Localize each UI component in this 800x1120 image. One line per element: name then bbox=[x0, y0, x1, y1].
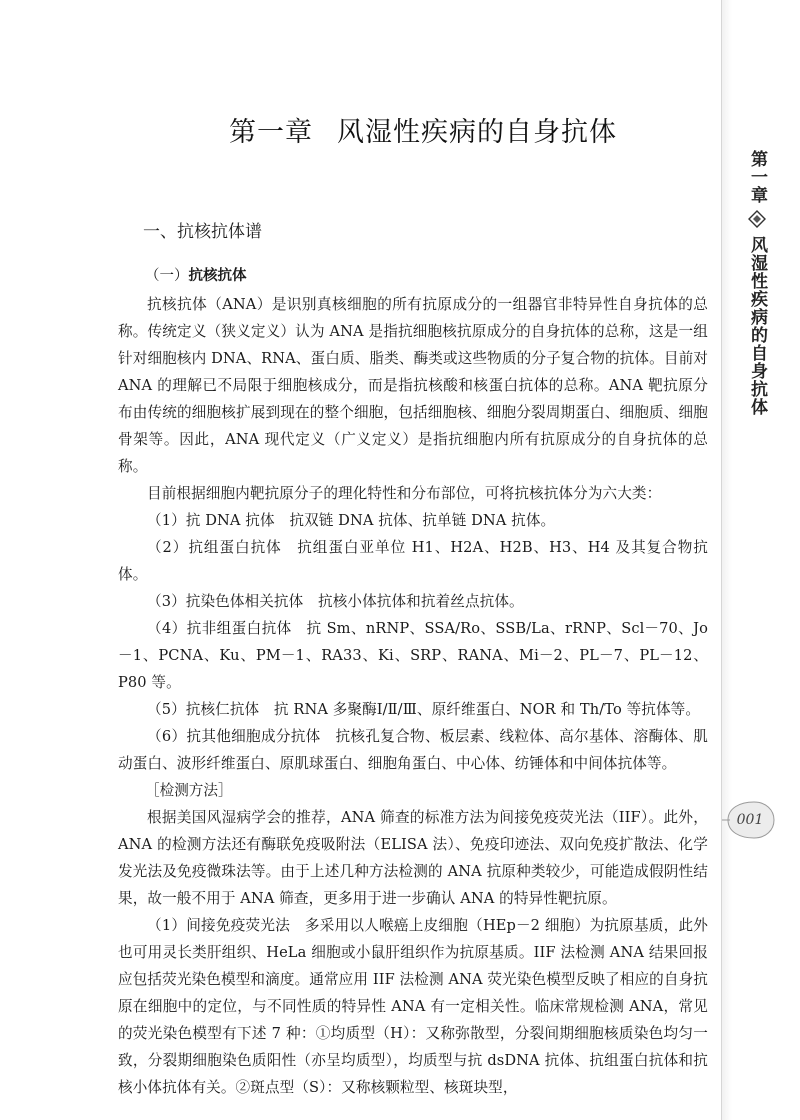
subsection-title: 抗核抗体 bbox=[188, 268, 247, 284]
chapter-number: 第一章 bbox=[229, 117, 313, 148]
side-tab-title: 风湿性疾病的自身抗体 bbox=[747, 236, 767, 416]
chapter-heading: 风湿性疾病的自身抗体 bbox=[337, 117, 617, 148]
page-content bbox=[118, 110, 708, 1101]
class-item-4: （4）抗非组蛋白抗体 抗 Sm、nRNP、SSA/Ro、SSB/La、rRNP、Scl－70、Jo－1、PCNA、Ku、PM－1、RA33、Ki、SRP、RANA、Mi－2、PL－7、PL－12、P80 等。 bbox=[118, 620, 708, 691]
paragraph-definition: 抗核抗体（ANA）是识别真核细胞的所有抗原成分的一组器官非特异性自身抗体的总称。传统定义（狭义定义）认为 ANA 是指抗细胞核抗原成分的自身抗体的总称，这是一组针对细胞核内 DNA、RNA、蛋白质、脂类、酶类或这些物质的分子复合物的抗体。目前对 ANA 的理解已不局限于细胞核成分，而是指抗核酸和核蛋白抗体的总称。ANA 靶抗原分布由传统的细胞核扩展到现在的整个细胞，包括细胞核、细胞分裂周期蛋白、细胞质、细胞骨架等。因此，ANA 现代定义（广义定义）是指抗细胞内所有抗原成分的自身抗体的总称。 bbox=[118, 296, 708, 475]
class-item-6: （6）抗其他细胞成分抗体 抗核孔复合物、板层素、线粒体、高尔基体、溶酶体、肌动蛋白、波形纤维蛋白、原肌球蛋白、细胞角蛋白、中心体、纺锤体和中间体抗体等。 bbox=[118, 728, 708, 772]
page-number-badge bbox=[722, 798, 778, 842]
paragraph-iif: （1）间接免疫荧光法 多采用以人喉癌上皮细胞（HEp－2 细胞）为抗原基质，此外也可用灵长类肝组织、HeLa 细胞或小鼠肝组织作为抗原基质。IIF 法检测 ANA 结果回报应包括荧光染色模型和滴度。通常应用 IIF 法检测 ANA 荧光染色模型反映了相应的自身抗原在细胞中的定位，与不同性质的特异性 ANA 有一定相关性。临床常规检测 ANA，常见的荧光染色模型有下述 7 种：①均质型（H）：又称弥散型，分裂间期细胞核质染色均匀一致，分裂期细胞染色质阳性（亦呈均质型），均质型与抗 dsDNA 抗体、抗组蛋白抗体和抗核小体抗体有关。②斑点型（S）：又称核颗粒型、核斑块型， bbox=[118, 917, 708, 1096]
paragraph-classification-intro: 目前根据细胞内靶抗原分子的理化特性和分布部位，可将抗核抗体分为六大类： bbox=[147, 485, 662, 502]
class-item-2: （2）抗组蛋白抗体 抗组蛋白亚单位 H1、H2A、H2B、H3、H4 及其复合物抗体。 bbox=[118, 539, 708, 583]
paragraph-methods: 根据美国风湿病学会的推荐，ANA 筛查的标准方法为间接免疫荧光法（IIF）。此外，ANA 的检测方法还有酶联免疫吸附法（ELISA 法）、免疫印迹法、双向免疫扩散法、化学发光法及免疫微珠法等。由于上述几种方法检测的 ANA 抗原种类较少，可能造成假阴性结果，故一般不用于 ANA 筛查，更多用于进一步确认 ANA 的特异性靶抗原。 bbox=[118, 809, 708, 907]
class-item-1: （1）抗 DNA 抗体 抗双链 DNA 抗体、抗单链 DNA 抗体。 bbox=[147, 512, 556, 529]
side-tab-chapter: 第一章 bbox=[747, 150, 767, 204]
subsection-heading bbox=[145, 264, 708, 285]
chapter-title bbox=[118, 110, 708, 149]
subsection-number: （一） bbox=[145, 268, 189, 284]
section-heading: 一、抗核抗体谱 bbox=[143, 222, 262, 242]
side-chapter-tab bbox=[742, 150, 772, 416]
page-number: 001 bbox=[736, 812, 764, 828]
class-item-5: （5）抗核仁抗体 抗 RNA 多聚酶Ⅰ/Ⅱ/Ⅲ、原纤维蛋白、NOR 和 Th/To 等抗体等。 bbox=[147, 701, 701, 718]
diamond-icon bbox=[748, 210, 766, 228]
class-item-3: （3）抗染色体相关抗体 抗核小体抗体和抗着丝点抗体。 bbox=[147, 593, 524, 610]
method-label: ［检测方法］ bbox=[145, 782, 233, 799]
